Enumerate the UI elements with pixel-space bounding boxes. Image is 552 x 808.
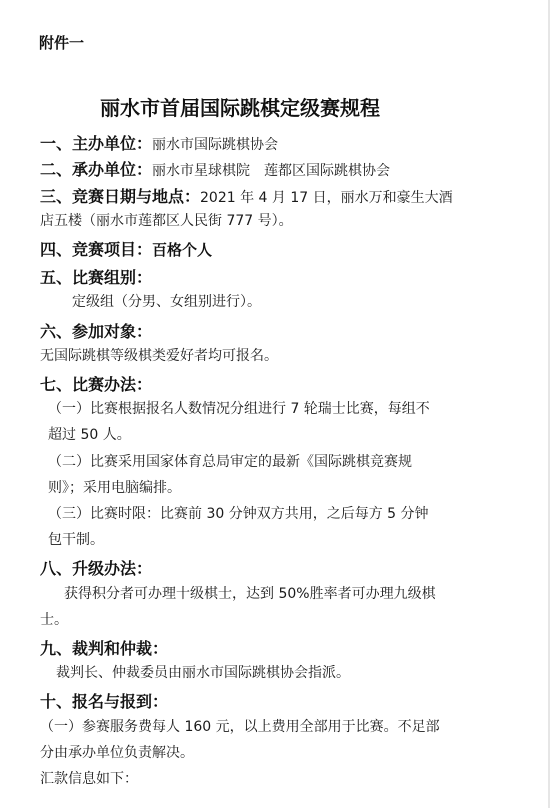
section-text: 丽水市国际跳棋协会	[152, 137, 279, 153]
section-text-line: 定级组（分男、女组别进行）。	[72, 294, 261, 310]
section-text-line: （二）比赛采用国家体育总局审定的最新《国际跳棋竞赛规	[48, 454, 412, 470]
section-organizer	[40, 131, 278, 154]
section-text: 丽水市星球棋院 莲都区国际跳棋协会	[152, 163, 391, 179]
section-label: 七、比赛办法：	[40, 375, 153, 394]
section-text-line: 分由承办单位负责解决。	[40, 745, 194, 761]
section-text-line: 包干制。	[48, 532, 104, 548]
section-date-venue	[40, 184, 453, 207]
section-text-line: （一）参赛服务费每人 160 元，以上费用全部用于比赛。不足部	[40, 719, 440, 735]
section-text-line: 裁判长、仲裁委员由丽水市国际跳棋协会指派。	[56, 665, 350, 681]
section-label: 二、承办单位：	[40, 160, 153, 179]
section-text-line: 汇款信息如下：	[40, 771, 138, 787]
section-event	[40, 237, 212, 260]
section-label: 三、竞赛日期与地点：	[40, 187, 201, 206]
section-text-line: 则》；采用电脑编排。	[48, 480, 181, 496]
section-label: 一、主办单位：	[40, 134, 153, 153]
section-text-line: 店五楼（丽水市莲都区人民街 777 号）。	[40, 213, 293, 229]
section-host	[40, 157, 390, 180]
section-label: 六、参加对象：	[40, 322, 153, 341]
section-text-line: 士。	[40, 612, 68, 628]
section-text-line: （一）比赛根据报名人数情况分组进行 7 轮瑞士比赛，每组不	[48, 401, 430, 417]
section-label: 八、升级办法：	[40, 559, 153, 578]
attachment-label: 附件一	[39, 34, 85, 52]
section-text: 百格个人	[152, 241, 213, 259]
section-text: 2021 年 4 月 17 日，丽水万和豪生大酒	[200, 190, 453, 206]
section-label: 九、裁判和仲裁：	[40, 639, 169, 658]
section-text-line: （三）比赛时限：比赛前 30 分钟双方共用，之后每方 5 分钟	[48, 506, 429, 522]
section-label: 五、比赛组别：	[40, 268, 153, 287]
page-edge-line	[548, 0, 550, 808]
section-text-line: 超过 50 人。	[48, 427, 131, 443]
section-text-line: 无国际跳棋等级棋类爱好者均可报名。	[40, 348, 278, 364]
document-title: 丽水市首届国际跳棋定级赛规程	[100, 96, 380, 120]
section-label: 十、报名与报到：	[40, 692, 169, 711]
section-text-line: 获得积分者可办理十级棋士，达到 50%胜率者可办理九级棋	[64, 586, 436, 602]
section-label: 四、竞赛项目：	[40, 240, 153, 259]
